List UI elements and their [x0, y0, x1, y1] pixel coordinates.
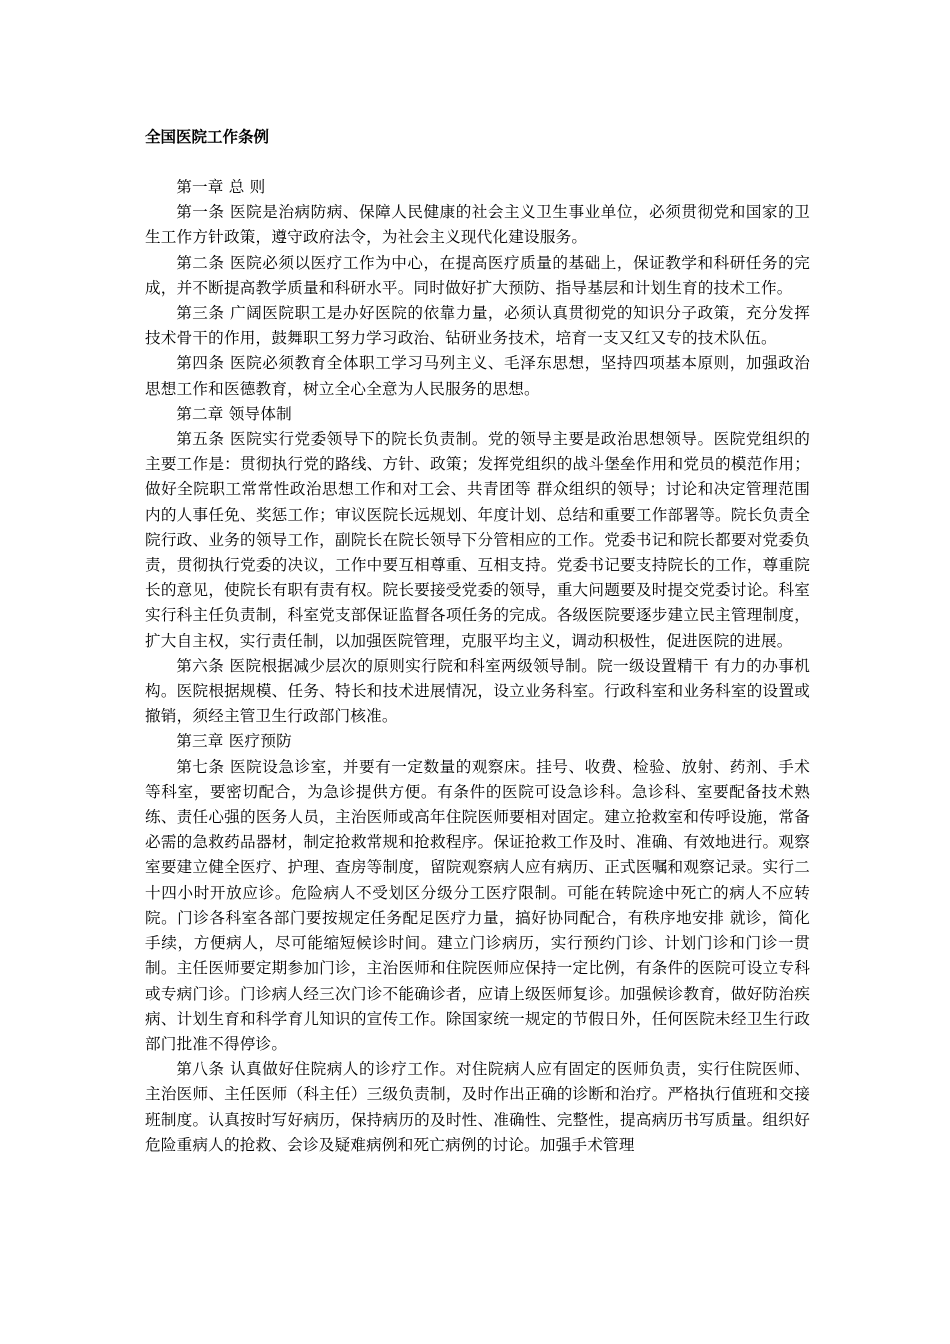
article-2: 第二条 医院必须以医疗工作为中心，在提高医疗质量的基础上，保证教学和科研任务的完成，并不断提高教学质量和科研水平。同时做好扩大预防、指导基层和计划生育的技术工作。 [145, 253, 810, 297]
chapter-heading-3: 第三章 医疗预防 [176, 732, 292, 751]
article-6: 第六条 医院根据减少层次的原则实行院和科室两级领导制。院一级设置精干 有力的办事机构。医院根据规模、任务、特长和技术进展情况，设立业务科室。行政科室和业务科室的设置或撤销，须经主管卫生行政部门核准。 [145, 656, 810, 726]
article-5: 第五条 医院实行党委领导下的院长负责制。党的领导主要是政治思想领导。医院党组织的主要工作是：贯彻执行党的路线、方针、政策；发挥党组织的战斗堡垒作用和党员的模范作用；做好全院职工常常性政治思想工作和对工会、共青团等 群众组织的领导；讨论和决定管理范围内的人事任免、奖惩工作；审议医院长远规划、年度计划、总结和重要工作部署等。院长负责全院行政、业务的领导工作，副院长在院长领导下分管相应的工作。党委书记和院长都要对党委负责，贯彻执行党委的决议，工作中要互相尊重、互相支持。党委书记要支持院长的工作，尊重院长的意见，使院长有职有责有权。院长要接受党委的领导，重大问题要及时提交党委讨论。科室实行科主任负责制，科室党支部保证监督各项任务的完成。各级医院要逐步建立民主管理制度，扩大自主权，实行责任制，以加强医院管理，克服平均主义，调动积极性，促进医院的进展。 [145, 430, 810, 650]
article-1: 第一条 医院是治病防病、保障人民健康的社会主义卫生事业单位，必须贯彻党和国家的卫生工作方针政策，遵守政府法令，为社会主义现代化建设服务。 [145, 203, 810, 247]
article-3: 第三条 广阔医院职工是办好医院的依靠力量，必须认真贯彻党的知识分子政策，充分发挥技术骨干的作用，鼓舞职工努力学习政治、钻研业务技术，培育一支又红又专的技术队伍。 [145, 304, 810, 348]
article-7: 第七条 医院设急诊室，并要有一定数量的观察床。挂号、收费、检验、放射、药剂、手术等科室，要密切配合，为急诊提供方便。有条件的医院可设急诊科。急诊科、室要配备技术熟练、责任心强的医务人员，主治医师或高年住院医师要相对固定。建立抢救室和传呼设施，常备必需的急救药品器材，制定抢救常规和抢救程序。保证抢救工作及时、准确、有效地进行。观察室要建立健全医疗、护理、查房等制度，留院观察病人应有病历、正式医嘱和观察记录。实行二十四小时开放应诊。危险病人不受划区分级分工医疗限制。可能在转院途中死亡的病人不应转院。门诊各科室各部门要按规定任务配足医疗力量，搞好协同配合，有秩序地安排 就诊，简化手续，方便病人，尽可能缩短候诊时间。建立门诊病历，实行预约门诊、计划门诊和门诊一贯制。主任医师要定期参加门诊，主治医师和住院医师应保持一定比例，有条件的医院可设立专科或专病门诊。门诊病人经三次门诊不能确诊者，应请上级医师复诊。加强候诊教育，做好防治疾病、计划生育和科学育儿知识的宣传工作。除国家统一规定的节假日外，任何医院未经卫生行政部门批准不得停诊。 [145, 757, 810, 1053]
document-title: 全国医院工作条例 [145, 128, 270, 146]
article-4: 第四条 医院必须教育全体职工学习马列主义、毛泽东思想，坚持四项基本原则，加强政治思想工作和医德教育，树立全心全意为人民服务的思想。 [145, 354, 810, 398]
article-8: 第八条 认真做好住院病人的诊疗工作。对住院病人应有固定的医师负责，实行住院医师、主治医师、主任医师（科主任）三级负责制，及时作出正确的诊断和治疗。严格执行值班和交接班制度。认真按时写好病历，保持病历的及时性、准确性、完整性，提高病历书写质量。组织好危险重病人的抢救、会诊及疑难病例和死亡病例的讨论。加强手术管理 [145, 1060, 810, 1154]
chapter-heading-2: 第二章 领导体制 [176, 404, 292, 423]
chapter-heading-1: 第一章 总 则 [176, 178, 266, 196]
document-body [145, 175, 810, 1158]
